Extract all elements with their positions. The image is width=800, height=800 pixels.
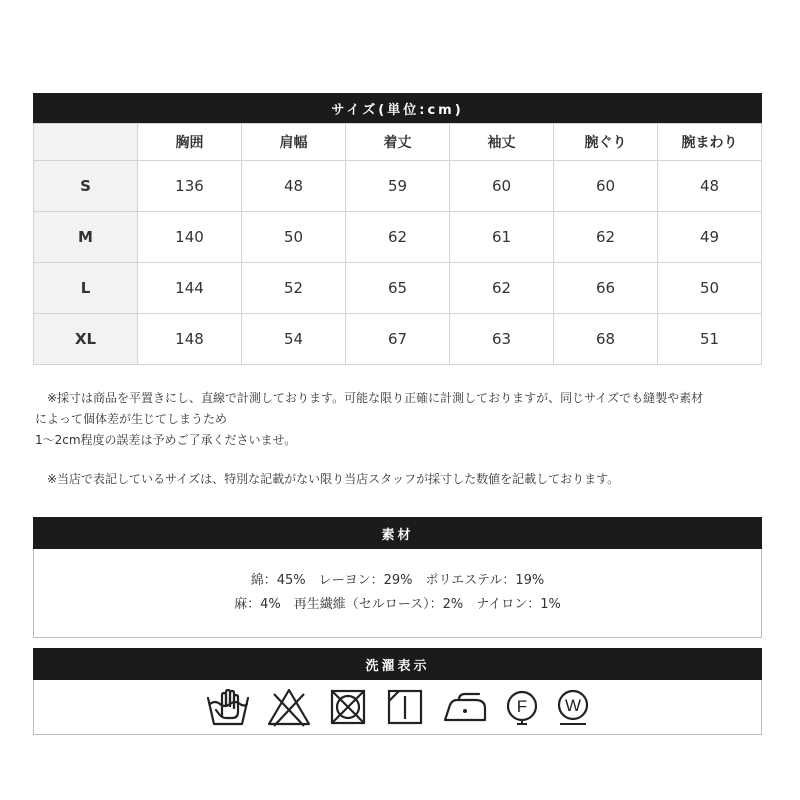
- table-cell: 66: [554, 263, 658, 314]
- table-cell: 148: [138, 314, 242, 365]
- column-header-sleeve: 袖丈: [450, 124, 554, 161]
- material-line: 綿：45% レーヨン：29% ポリエステル：19%: [250, 573, 545, 588]
- table-cell: 63: [450, 314, 554, 365]
- material-box: [33, 549, 762, 638]
- table-cell: 52: [242, 263, 346, 314]
- table-cell: 54: [242, 314, 346, 365]
- table-cell: 48: [658, 161, 762, 212]
- column-header-chest: 胸囲: [138, 124, 242, 161]
- table-cell: 140: [138, 212, 242, 263]
- table-cell: 144: [138, 263, 242, 314]
- table-cell: 67: [346, 314, 450, 365]
- no-bleach-icon: [266, 686, 312, 728]
- column-header-arm-circumference: 腕まわり: [658, 124, 762, 161]
- table-row: [34, 161, 762, 212]
- size-table-header-row: [34, 124, 762, 161]
- dry-clean-f-icon: [504, 686, 540, 728]
- note-line: 1～2cm程度の誤差は予めご了承くださいませ。: [35, 433, 297, 447]
- size-label: M: [34, 212, 138, 263]
- wet-clean-w-icon: [555, 686, 591, 728]
- table-cell: 68: [554, 314, 658, 365]
- table-cell: 60: [554, 161, 658, 212]
- table-cell: 50: [242, 212, 346, 263]
- table-cell: 61: [450, 212, 554, 263]
- table-cell: 48: [242, 161, 346, 212]
- size-table: [33, 123, 762, 365]
- column-header-length: 着丈: [346, 124, 450, 161]
- care-title: 洗濯表示: [33, 648, 762, 680]
- dry-clean-letter: F: [516, 697, 527, 716]
- table-row: [34, 314, 762, 365]
- column-header-armhole: 腕ぐり: [554, 124, 658, 161]
- size-notation-note: ※当店で表記しているサイズは、特別な記載がない限り当店スタッフが採寸した数値を記載しております。: [35, 472, 620, 486]
- material-line: 麻：4% 再生繊維（セルロース）：2% ナイロン：1%: [234, 597, 561, 612]
- iron-low-icon: [441, 686, 489, 728]
- material-title: 素材: [33, 517, 762, 549]
- care-box: [33, 680, 762, 735]
- size-label: S: [34, 161, 138, 212]
- size-table-title: サイズ(単位:cm): [33, 93, 762, 123]
- table-row: [34, 212, 762, 263]
- no-tumble-dry-icon: [327, 686, 369, 728]
- table-cell: 49: [658, 212, 762, 263]
- size-label: XL: [34, 314, 138, 365]
- table-cell: 62: [554, 212, 658, 263]
- table-cell: 59: [346, 161, 450, 212]
- hand-wash-icon: [205, 686, 251, 728]
- note-line: ※採寸は商品を平置きにし、直線で計測しております。可能な限り正確に計測しておりますが、同じサイズでも縫製や素材: [35, 391, 704, 405]
- note-line: によって個体差が生じてしまうため: [35, 412, 228, 426]
- table-cell: 65: [346, 263, 450, 314]
- column-header-shoulder: 肩幅: [242, 124, 346, 161]
- table-cell: 62: [346, 212, 450, 263]
- table-cell: 62: [450, 263, 554, 314]
- table-cell: 60: [450, 161, 554, 212]
- table-cell: 51: [658, 314, 762, 365]
- measurement-note: [35, 388, 775, 451]
- wet-clean-letter: W: [564, 696, 581, 715]
- table-cell: 136: [138, 161, 242, 212]
- drip-dry-shade-icon: [384, 686, 426, 728]
- table-cell: 50: [658, 263, 762, 314]
- corner-cell: [34, 124, 138, 161]
- table-row: [34, 263, 762, 314]
- size-label: L: [34, 263, 138, 314]
